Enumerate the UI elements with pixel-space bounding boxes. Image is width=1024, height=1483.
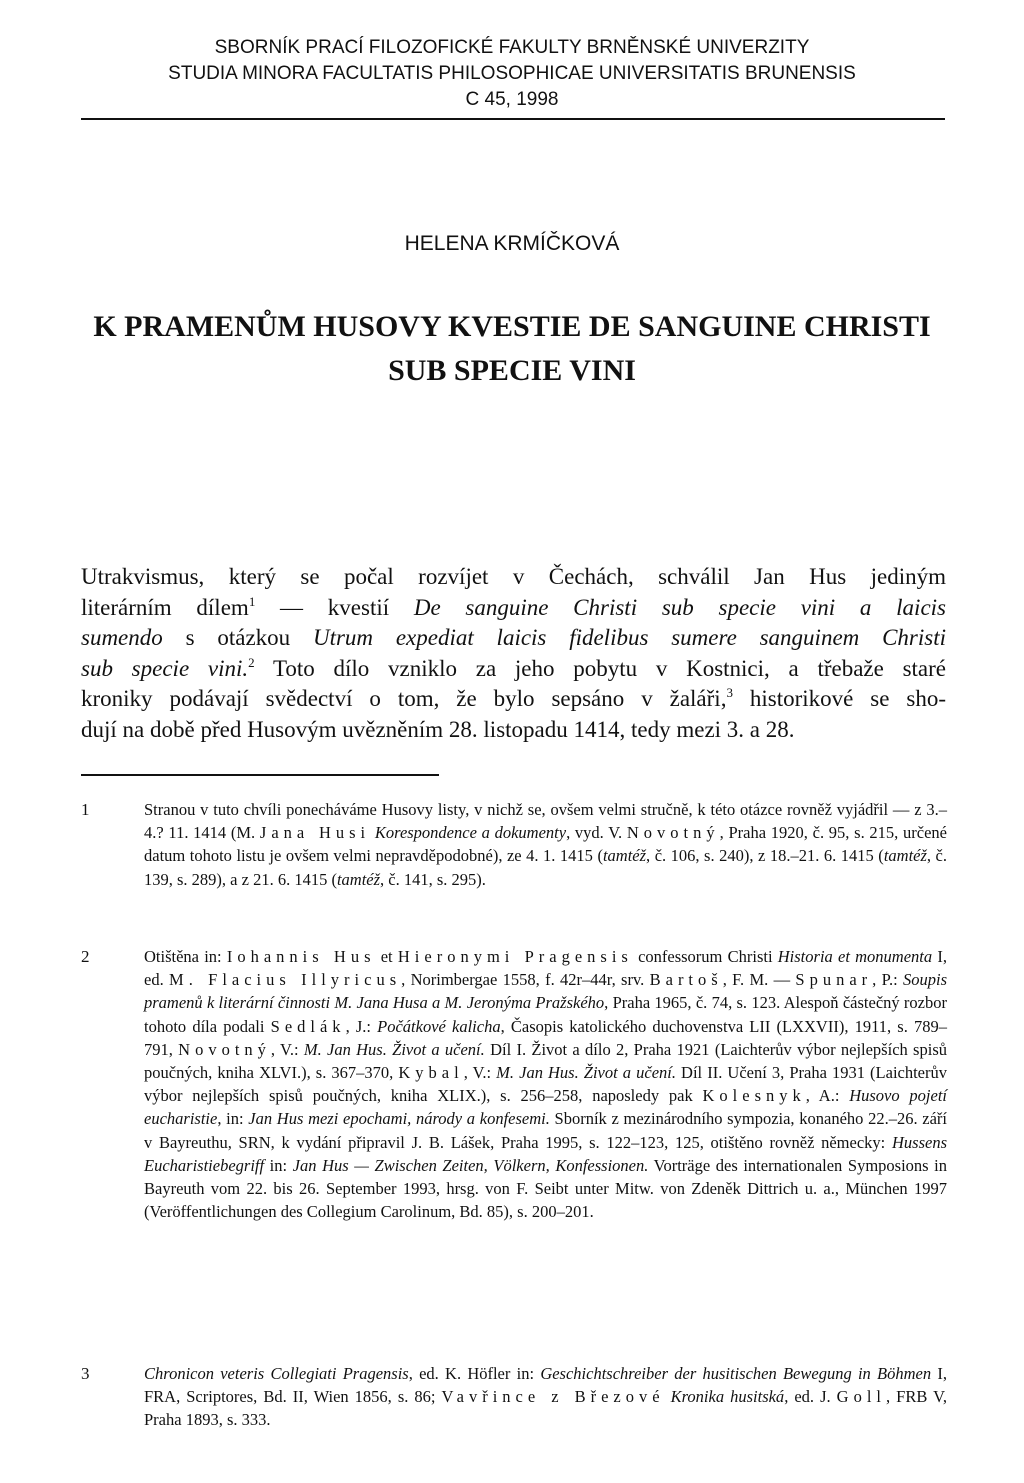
body-line: [81, 593, 946, 624]
body-italic: Utrum expediat laicis fidelibus sumere sanguinem Christi: [312, 625, 946, 651]
footnote-text: Chronicon veteris Collegiati Pragensis, ed. K. Höfler in: Geschichtschreiber der husitischen Bewegung in Böhmen I, FRA, Scriptores, Bd. II, Wien 1856, s. 86; Vavřince z Březové Kronika husitská, ed. J. Goll, FRB V, Praha 1893, s. 333.: [144, 1364, 948, 1430]
journal-title-czech: SBORNÍK PRACÍ FILOZOFICKÉ FAKULTY BRNĚNSKÉ UNIVERZITY: [214, 37, 810, 58]
footnote-ref[interactable]: 2: [248, 654, 255, 670]
header-rule: [81, 118, 945, 120]
article-title: [0, 305, 1024, 393]
body-italic: sub specie vini.: [81, 655, 249, 681]
body-text: — kvestií: [255, 594, 414, 620]
body-line: Utrakvismus, který se počal rozvíjet v Čechách, schválil Jan Hus jediným: [81, 564, 946, 589]
body-text: literárním dílem: [81, 594, 249, 620]
journal-title-latin: STUDIA MINORA FACULTATIS PHILOSOPHICAE UNIVERSITATIS BRUNENSIS: [168, 63, 856, 84]
journal-volume: C 45, 1998: [465, 89, 559, 110]
article-title-line-1: K PRAMENŮM HUSOVY KVESTIE DE SANGUINE CHRISTI: [93, 310, 931, 343]
body-italic: sumendo: [81, 625, 163, 651]
footnote-ref[interactable]: 3: [726, 685, 733, 701]
body-text: historikové se sho-: [732, 686, 946, 712]
footnote-number: 3: [81, 1364, 90, 1383]
footnote-number: 1: [81, 800, 90, 819]
body-line: [81, 654, 946, 685]
body-paragraph: [81, 562, 946, 746]
body-text: kroniky podávají svědectví o tom, že bylo sepsáno v žaláři,: [81, 686, 727, 712]
body-line: [81, 623, 946, 654]
article-title-line-2: SUB SPECIE VINI: [388, 354, 636, 387]
footnote-text: Stranou v tuto chvíli ponecháváme Husovy listy, v nichž se, ovšem velmi stručně, k této otázce rovněž vyjádřil — z 3.–4.? 11. 1414 (M. Jana Husi Korespondence a dokumenty, vyd. V. Novotný, Praha 1920, č. 95, s. 215, určené datum tohoto listu je ovšem velmi nepravděpodobné), ze 4. 1. 1415 (tamtéž, č. 106, s. 240), z 18.–21. 6. 1415 (tamtéž, č. 139, s. 289), a z 21. 6. 1415 (tamtéž, č. 141, s. 295).: [144, 800, 948, 889]
footnote-ref[interactable]: 1: [248, 593, 256, 609]
body-text: Toto dílo vzniklo za jeho pobytu v Kostnici, a třebaže staré: [254, 655, 946, 681]
body-text: s otázkou: [162, 625, 313, 651]
footnote-text: Otištěna in: Iohannis Hus et Hieronymi Pragensis confessorum Christi Historia et monumenta I, ed. M. Flacius Illyricus, Norimbergae 1558, f. 42r–44r, srv. Bartoš, F. M. — Spunar, P.: Soupis pramenů k literární činnosti M. Jana Husa a M. Jeronýma Pražského, Praha 1965, č. 74, s. 123. Alespoň částečný rozbor tohoto díla podali Sedlák, J.: Počátkové kalicha, Časopis katolického duchovenstva LII (LXXVII), 1911, s. 789–791, Novotný, V.: M. Jan Hus. Život a učení. Díl I. Život a dílo 2, Praha 1921 (Laichterův výbor nejlepších spisů poučných, kniha XLVI.), s. 367–370, Kybal, V.: M. Jan Hus. Život a učení. Díl II. Učení 3, Praha 1931 (Laichterův výbor nejlepších spisů poučných, kniha XLIX.), s. 256–258, naposledy pak Kolesnyk, A.: Husovo pojetí eucharistie, in: Jan Hus mezi epochami, národy a konfesemi. Sborník z mezinárodního sympozia, konaného 22.–26. září v Bayreuthu, SRN, k vydání připravil J. B. Lášek, Praha 1995, s. 122–123, 125, otištěno rovněž německy: Hussens Eucharistiebegriff in: Jan Hus — Zwischen Zeiten, Völkern, Konfessionen. Vorträge des internationalen Symposions in Bayreuth vom 22. bis 26. September 1993, hrsg. von F. Seibt unter Mitw. von Zdeněk Dittrich u. a., München 1997 (Veröffentlichungen des Collegium Carolinum, Bd. 85), s. 200–201.: [144, 947, 948, 1222]
footnote-separator: [81, 774, 439, 776]
footnote-number: 2: [81, 947, 90, 966]
body-line: dují na době před Husovým uvězněním 28. listopadu 1414, tedy mezi 3. a 28.: [81, 716, 795, 742]
body-italic: De sanguine Christi sub specie vini a laicis: [413, 594, 946, 620]
body-line: [81, 684, 946, 715]
author-name: HELENA KRMÍČKOVÁ: [404, 232, 620, 255]
